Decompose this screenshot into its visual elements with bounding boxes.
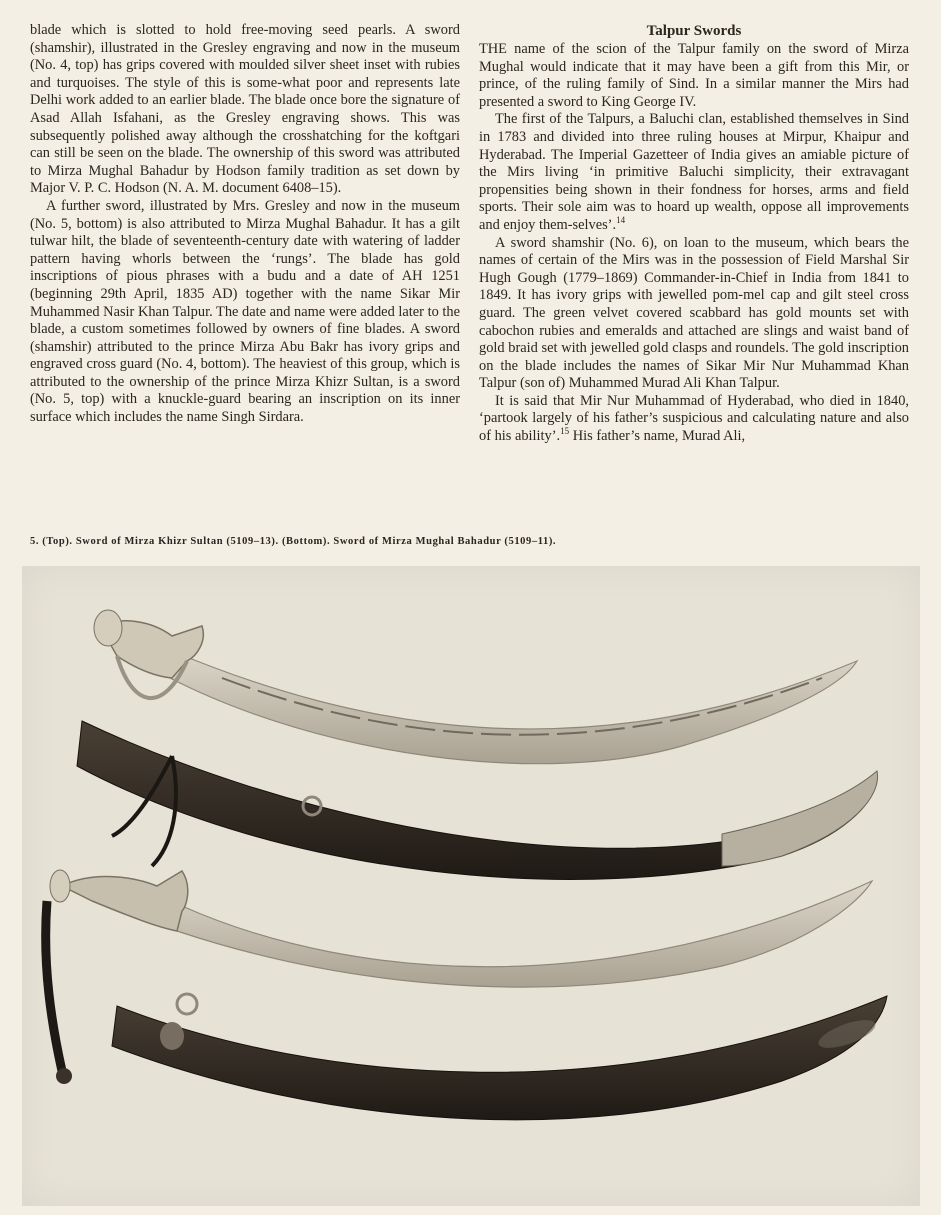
left-paragraph-1: blade which is slotted to hold free-moving seed pearls. A sword (shamshir), illustrated in the Gresley engraving and now in the museum (No. 4, top) has grips covered with moulded silver sheet inset with rubies and turquoises. The style of this is some-what poor and represents late Delhi work added to an earlier blade. The blade once bore the signature of Asad Allah Isfahani, as the Gresley engraving shows. This was subsequently polished away although the crosshatching for the koftgari can still be seen on the blade. The ownership of this sword was attributed to Mirza Mughal Bahadur by Hodson family tradition as set down by Major V. P. C. Hodson (N. A. M. document 6408–15).: [30, 22, 460, 197]
tassel-knot: [56, 1068, 72, 1084]
right-paragraph-2-text: The first of the Talpurs, a Baluchi clan, established themselves in Sind in 1783 and divided into three ruling houses at Mirpur, Khaipur and Hyderabad. The Imperial Gazetteer of India gives an amiable picture of the Mirs living ‘in primitive Baluchi simplicity, their extravagant propensities being shown in their fondness for horses, arms and field sports. Their sole aim was to hoard up wealth, oppose all improvements and enjoy them-selves’.: [479, 111, 909, 233]
left-paragraph-2: A further sword, illustrated by Mrs. Gresley and now in the museum (No. 5, bottom) is also attributed to Mirza Mughal Bahadur. It has a gilt tulwar hilt, the blade of seventeenth-century date with watering of ladder pattern having whorls between the ‘rungs’. The blade has gold inscriptions of pious phrases with a budu and a date of AH 1251 (beginning 29th April, 1835 AD) together with the name Sikar Mir Muhammed Nasir Khan Talpur. The date and name were added later to the blade, a custom sometimes followed by owners of fine blades. A sword (shamshir) attributed to the prince Mirza Abu Bakr has ivory grips and engraved cross guard (No. 4, bottom). The heaviest of this group, which is attributed to the ownership of the prince Mirza Khizr Sultan, is a sword (No. 5, top) with a knuckle-guard bearing an inscription on its inner surface which includes the name Singh Sirdara.: [30, 197, 460, 426]
footnote-ref-14: 14: [616, 215, 626, 226]
scabbard-1-chape: [722, 771, 878, 866]
scabbard-2: [112, 994, 887, 1120]
scabbard-2-body: [112, 996, 887, 1120]
hilt-bottom: [62, 871, 188, 931]
section-heading: Talpur Swords: [646, 23, 742, 39]
sword-photograph: [22, 566, 920, 1206]
right-paragraph-4-text: It is said that Mir Nur Muhammad of Hyderabad, who died in 1840, ‘partook largely of his father’s suspicious and calculating nature and also of his ability’.: [479, 392, 909, 445]
sword-khizr-sultan: [94, 610, 857, 764]
left-text-column: [30, 22, 460, 427]
pommel-bottom: [50, 870, 70, 902]
right-paragraph-4: [479, 393, 909, 446]
right-paragraph-2: [479, 111, 909, 234]
footnote-ref-15: 15: [560, 426, 570, 437]
sword-illustration: [22, 566, 920, 1206]
tassel: [46, 901, 62, 1071]
blade-top: [170, 651, 857, 764]
scabbard-2-locket: [160, 1022, 184, 1050]
right-paragraph-3: A sword shamshir (No. 6), on loan to the museum, which bears the names of certain of the Mirs was in the possession of Field Marshal Sir Hugh Gough (1779–1869) Commander-in-Chief in India from 1841 to 1849. It has ivory grips with jewelled pom-mel cap and gilt steel cross guard. The green velvet covered scabbard has gold mounts set with cabochon rubies and emeralds and attached are slings and waist band of gold braid set with jewelled gold clasps and roundels. The gold inscription on the blade includes the names of Sikar Mir Nur Muhammad Khan Talpur (son of) Muhammed Murad Ali Khan Talpur.: [479, 234, 909, 392]
right-paragraph-4-tail: His father’s name, Murad Ali,: [569, 428, 746, 445]
pommel-top: [94, 610, 122, 646]
right-paragraph-1: THE name of the scion of the Talpur family on the sword of Mirza Mughal would indicate that it may have been a gift from this Mir, or prince, of the ruling family of Sind. In a similar manner the Mirs had presented a sword to King George IV.: [479, 41, 909, 110]
blade-bottom: [177, 881, 872, 987]
right-text-column: [479, 22, 909, 446]
figure-caption: 5. (Top). Sword of Mirza Khizr Sultan (5109–13). (Bottom). Sword of Mirza Mughal Bahadur (5109–11).: [30, 536, 557, 547]
scabbard-2-ring: [177, 994, 197, 1014]
